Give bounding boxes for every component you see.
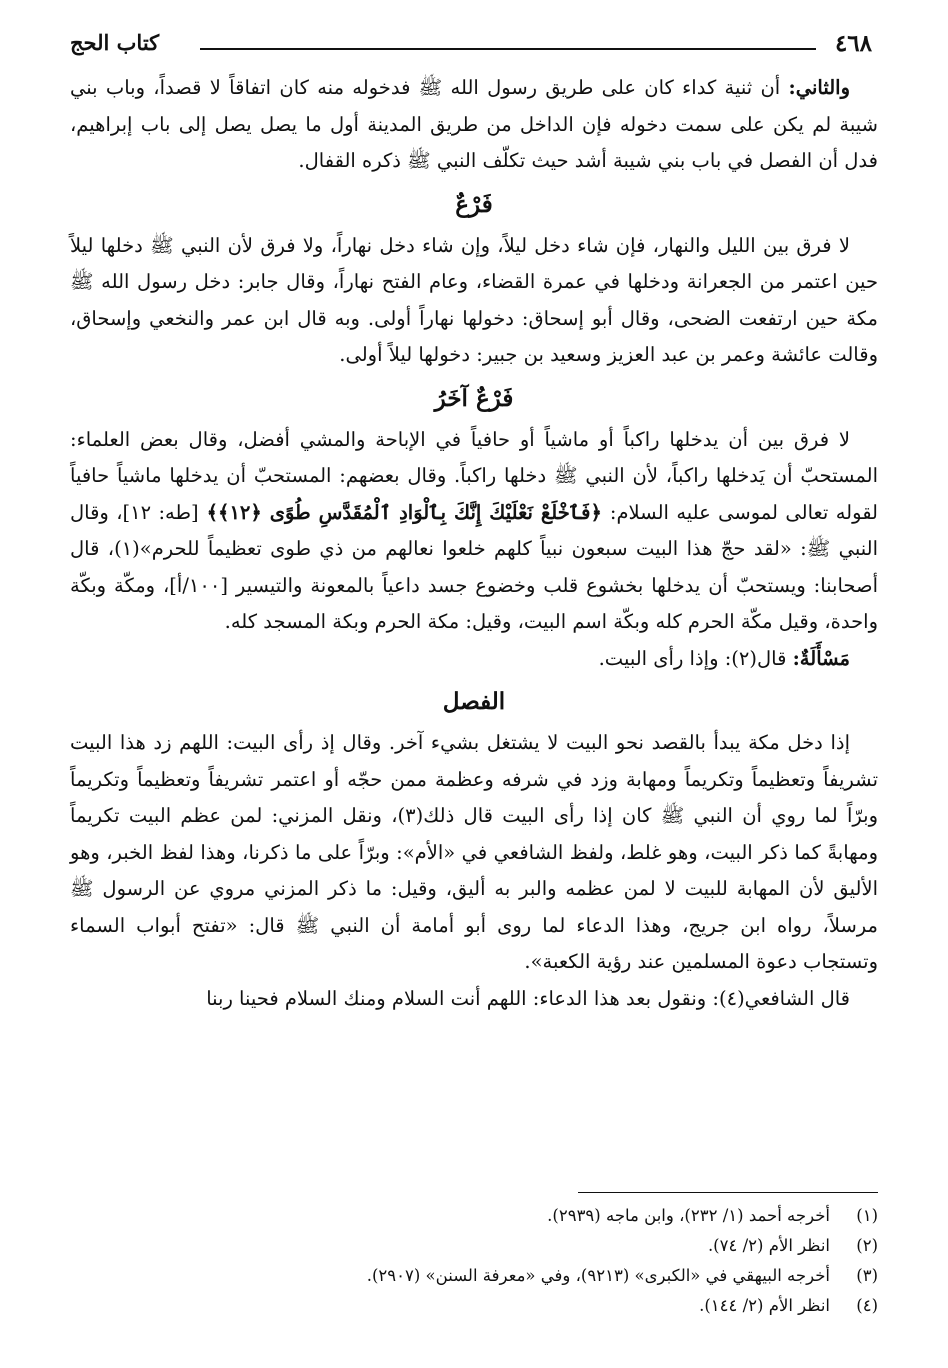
footnote-item	[70, 1261, 878, 1291]
footnote-text: أخرجه أحمد (١/ ٢٣٢)، وابن ماجه (٢٩٣٩).	[547, 1206, 830, 1225]
section-heading-far: فَرْعٌ	[455, 190, 493, 218]
paragraph-lead: مَسْأَلَةٌ:	[792, 646, 850, 670]
footnote-number: (٤)	[856, 1296, 878, 1315]
footnote-item	[70, 1291, 878, 1321]
paragraph-day-night: لا فرق بين الليل والنهار، فإن شاء دخل ليلاً، وإن شاء دخل نهاراً، ولا فرق لأن النبي ﷺ دخلها ليلاً حين اعتمر من الجعرانة ودخلها في عمرة القضاء، وعام الفتح نهاراً، وقال جابر: دخل رسول الله ﷺ مكة حين ارتفعت الضحى، وقال أبو إسحاق: دخولها نهاراً أولى. وبه قال ابن عمر والنخعي وإسحاق، وقالت عائشة وعمر بن عبد العزيز وسعيد بن جبير: دخولها ليلاً أولى.	[70, 233, 878, 366]
page-number: ٤٦٨	[834, 30, 872, 57]
footnote-number: (٣)	[856, 1266, 878, 1285]
footnote-item	[70, 1231, 878, 1261]
paragraph-second-reason	[70, 70, 878, 180]
book-page	[70, 28, 878, 1348]
paragraph-lead: والثاني:	[788, 76, 850, 99]
footnotes	[70, 1192, 878, 1321]
footnote-number: (١)	[856, 1206, 878, 1225]
paragraph-masala	[70, 641, 878, 678]
running-title: كتاب الحج	[70, 30, 160, 55]
paragraph-text-continued: [طه: ١٢]، وقال النبي ﷺ: «لقد حجّ هذا البيت سبعون نبياً كلهم خلعوا نعالهم من ذي طوى تعظيماً للحرم»(١)، قال أصحابنا: ويستحبّ أن يدخلها بخشوع قلب وخضوع جسد داعياً بالمعونة والتيسير [١٠٠/أ]، ومكّة وبكّة واحدة، وقيل مكّة الحرم كله وبكّة اسم البيت، وقيل: مكة الحرم وبكة المسجد كله.	[70, 500, 878, 633]
footnote-item	[70, 1201, 878, 1231]
footnote-number: (٢)	[856, 1236, 878, 1255]
paragraph-seeing-house: إذا دخل مكة يبدأ بالقصد نحو البيت لا يشتغل بشيء آخر. وقال إذ رأى البيت: اللهم زد هذا البيت تشريفاً وتعظيماً وتكريماً ومهابة وزد في شرفه وعظمة ممن حجّه أو اعتمر تشريفاً وتعظيماً وتكريماً وبرّاً لما روي أن النبي ﷺ كان إذا رأى البيت قال ذلك(٣)، ونقل المزني: لمن عظم البيت تكريماً ومهابةً كما ذكر البيت، وهو غلط، ولفظ الشافعي في «الأم»: وبرّاً على ما ذكرنا، وهذا لفظ الخبر، وهو الأليق لأن المهابة للبيت لا لمن عظمه والبر به أليق، وقيل: ما ذكر المزني مروي عن الرسول ﷺ مرسلاً، رواه ابن جريج، وهذا الدعاء لما روى أبو أمامة أن النبي ﷺ قال: «تفتح أبواب السماء وتستجاب دعوة المسلمين عند رؤية الكعبة».	[70, 731, 878, 973]
paragraph-text: لا فرق بين أن يدخلها راكباً أو ماشياً أو حافياً في الإباحة والمشي أفضل، وقال بعض العلماء: المستحبّ أن يَدخلها راكباً، لأن النبي ﷺ دخلها راكباً. وقال بعضهم: المستحبّ أن يدخلها ماشياً حافياً لقوله تعالى لموسى عليه السلام:	[70, 427, 879, 524]
footnote-text: أخرجه البيهقي في «الكبرى» (٩٢١٣)، وفي «معرفة السنن» (٢٩٠٧).	[366, 1266, 830, 1285]
footnote-text: انظر الأم (٢/ ١٤٤).	[699, 1296, 830, 1315]
quran-verse: ﴿فَٱخْلَعْ نَعْلَيْكَ إِنَّكَ بِٱلْوَادِ ٱلْمُقَدَّسِ طُوًى ﴿١٢﴾﴾	[198, 500, 610, 524]
paragraph-text: قال(٢): وإذا رأى البيت.	[598, 646, 793, 670]
footnote-rule	[578, 1192, 878, 1193]
page-body	[70, 70, 878, 1017]
section-heading-fasl: الفصل	[442, 688, 506, 715]
header-rule	[200, 48, 816, 50]
paragraph-text: أن ثنية كداء كان على طريق رسول الله ﷺ فدخوله منه كان اتفاقاً لا قصداً، وباب بني شيبة لم يكن على سمت دخوله فإن الداخل من طريق المدينة أول ما يصل يصل إلى باب إبراهيم، فدل أن الفصل في باب بني شيبة أشد حيث تكلّف النبي ﷺ ذكره القفال.	[70, 76, 878, 172]
section-heading-far-akhar: فَرْعٌ آخَرُ	[434, 384, 514, 412]
paragraph-shafii-dua: قال الشافعي(٤): ونقول بعد هذا الدعاء: اللهم أنت السلام ومنك السلام فحينا ربنا	[206, 986, 850, 1010]
footnote-text: انظر الأم (٢/ ٧٤).	[707, 1236, 830, 1255]
paragraph-riding-walking	[70, 422, 878, 641]
page-header	[70, 28, 878, 62]
